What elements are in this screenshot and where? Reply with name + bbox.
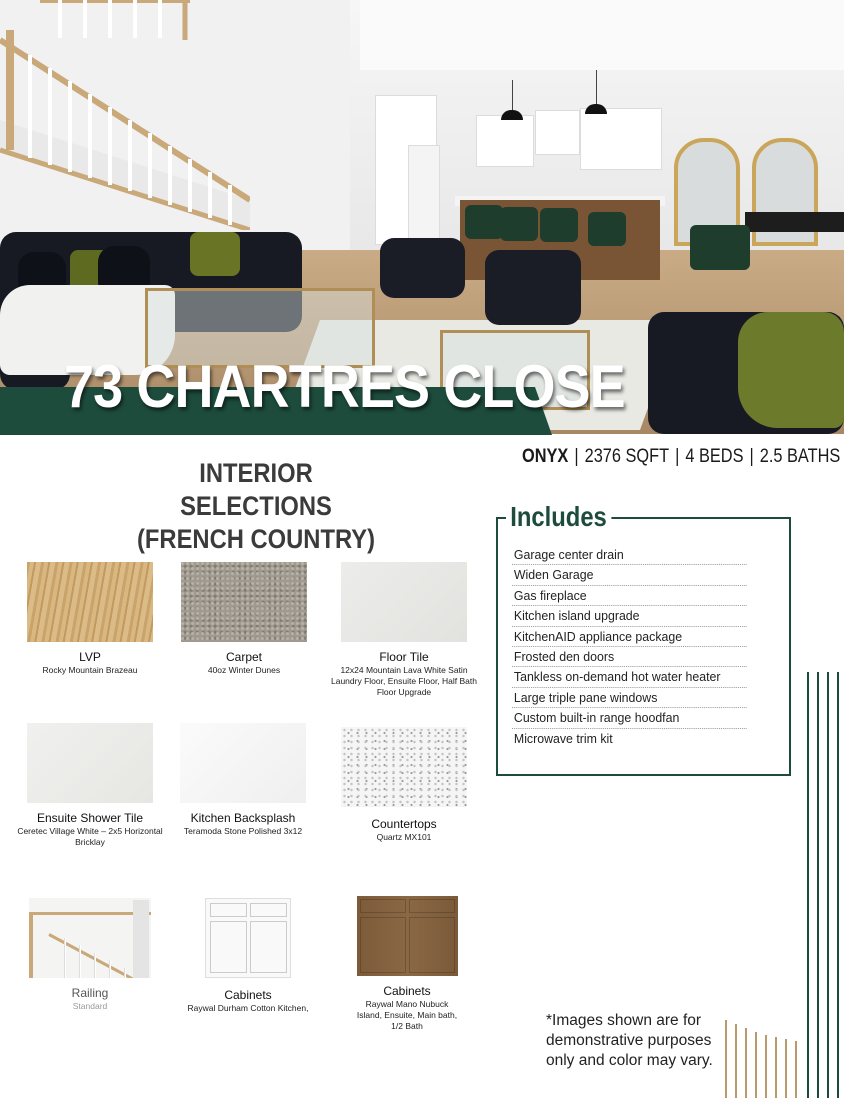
list-item: Widen Garage [512,565,747,585]
shower-tile-swatch [27,723,153,803]
selection-railing: Railing Standard [15,898,165,1012]
carpet-swatch [181,562,307,642]
staircase-illustration [0,0,250,230]
countertop-swatch [341,727,467,807]
list-item: Gas fireplace [512,586,747,606]
list-item: Kitchen island upgrade [512,606,747,626]
includes-title: Includes [506,499,611,535]
list-item: Frosted den doors [512,647,747,667]
white-cabinet-swatch [205,898,291,978]
beds: 4 BEDS [685,446,744,467]
property-title: 73 CHARTRES CLOSE [64,353,625,420]
list-item: Custom built-in range hoodfan [512,708,747,728]
section-title: INTERIOR SELECTIONS (FRENCH COUNTRY) [136,458,376,554]
property-specs: ONYX | 2376 SQFT | 4 BEDS | 2.5 BATHS [522,446,841,467]
selection-carpet: Carpet 40oz Winter Dunes [169,562,319,676]
list-item: Large triple pane windows [512,688,747,708]
sqft: 2376 SQFT [584,446,670,467]
lvp-swatch [27,562,153,642]
list-item: Tankless on-demand hot water heater [512,667,747,687]
selection-shower-tile: Ensuite Shower Tile Ceretec Village White – 2x5 Horizontal Bricklay [15,723,165,848]
backsplash-swatch [180,723,306,803]
selection-cabinets-wood: Cabinets Raywal Mano Nubuck Island, Ensuite, Main bath, 1/2 Bath [332,896,482,1032]
baths: 2.5 BATHS [759,446,841,467]
selection-cabinets-white: Cabinets Raywal Durham Cotton Kitchen, [173,898,323,1014]
list-item: KitchenAID appliance package [512,627,747,647]
floor-tile-swatch [341,562,467,642]
selection-backsplash: Kitchen Backsplash Teramoda Stone Polished 3x12 [168,723,318,837]
selection-floor-tile: Floor Tile 12x24 Mountain Lava White Satin Laundry Floor, Ensuite Floor, Half Bath Floor Upgrade [329,562,479,698]
selection-countertops: Countertops Quartz MX101 [329,727,479,843]
list-item: Garage center drain [512,545,747,565]
disclaimer: *Images shown are for demonstrative purposes only and color may vary. [546,1012,713,1069]
selection-lvp: LVP Rocky Mountain Brazeau [15,562,165,676]
railing-photo [29,898,151,978]
includes-list [512,545,759,749]
model-name: ONYX [522,446,569,467]
list-item: Microwave trim kit [513,730,613,746]
wood-cabinet-swatch [357,896,458,976]
